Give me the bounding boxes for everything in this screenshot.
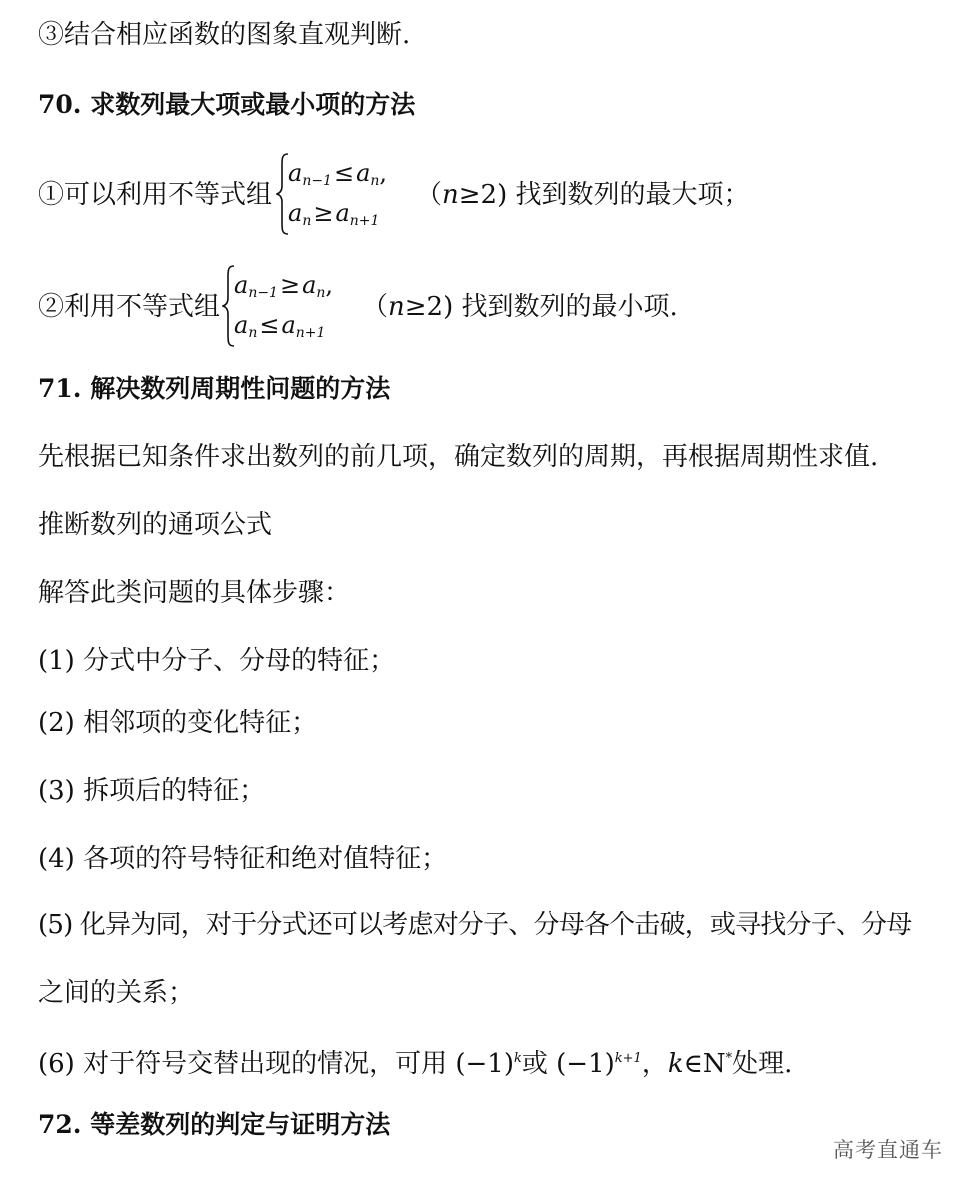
watermark-text: 高考直通车 bbox=[833, 1138, 943, 1162]
step-item-4: (4) 各项的符号特征和绝对值特征； bbox=[38, 844, 448, 874]
heading-72: 72. 等差数列的判定与证明方法 bbox=[38, 1110, 391, 1139]
min-term-prefix: ②利用不等式组 bbox=[38, 292, 221, 322]
max-term-condition: （n≥2) 找到数列的最大项； bbox=[416, 180, 750, 210]
min-row-1: $a_{n-1}\ge a_n$, bbox=[234, 271, 334, 301]
heading-71: 71. 解决数列周期性问题的方法 bbox=[38, 374, 391, 403]
max-term-prefix: ①可以利用不等式组 bbox=[38, 180, 273, 210]
max-row-2: $a_n\ge a_{n+1}$ bbox=[288, 199, 380, 229]
step-item-5-line-1: (5) 化异为同，对于分式还可以考虑对分子、分母各个击破，或寻找分子、分母 bbox=[38, 910, 912, 940]
step-item-1: (1) 分式中分子、分母的特征； bbox=[38, 646, 396, 676]
step-item-3: (3) 拆项后的特征； bbox=[38, 776, 266, 806]
text-line-step3: ③结合相应函数的图象直观判断. bbox=[38, 20, 411, 50]
text-line-period: 先根据已知条件求出数列的前几项，确定数列的周期，再根据周期性求值. bbox=[38, 442, 879, 472]
step-item-5-line-2: 之间的关系； bbox=[38, 978, 195, 1008]
step-item-6: (6) 对于符号交替出现的情况，可用 $(-1)^k$或 $(-1)^{k+1}$，k∈N*处理. bbox=[38, 1049, 793, 1079]
max-row-1: $a_{n-1}\le a_n$, bbox=[288, 159, 388, 189]
text-line-steps: 解答此类问题的具体步骤： bbox=[38, 578, 351, 608]
step-item-2: (2) 相邻项的变化特征； bbox=[38, 708, 318, 738]
heading-70: 70. 求数列最大项或最小项的方法 bbox=[38, 90, 416, 119]
min-term-condition: （n≥2) 找到数列的最小项. bbox=[362, 292, 678, 322]
text-line-infer: 推断数列的通项公式 bbox=[38, 510, 273, 540]
min-row-2: $a_n\le a_{n+1}$ bbox=[234, 311, 326, 341]
